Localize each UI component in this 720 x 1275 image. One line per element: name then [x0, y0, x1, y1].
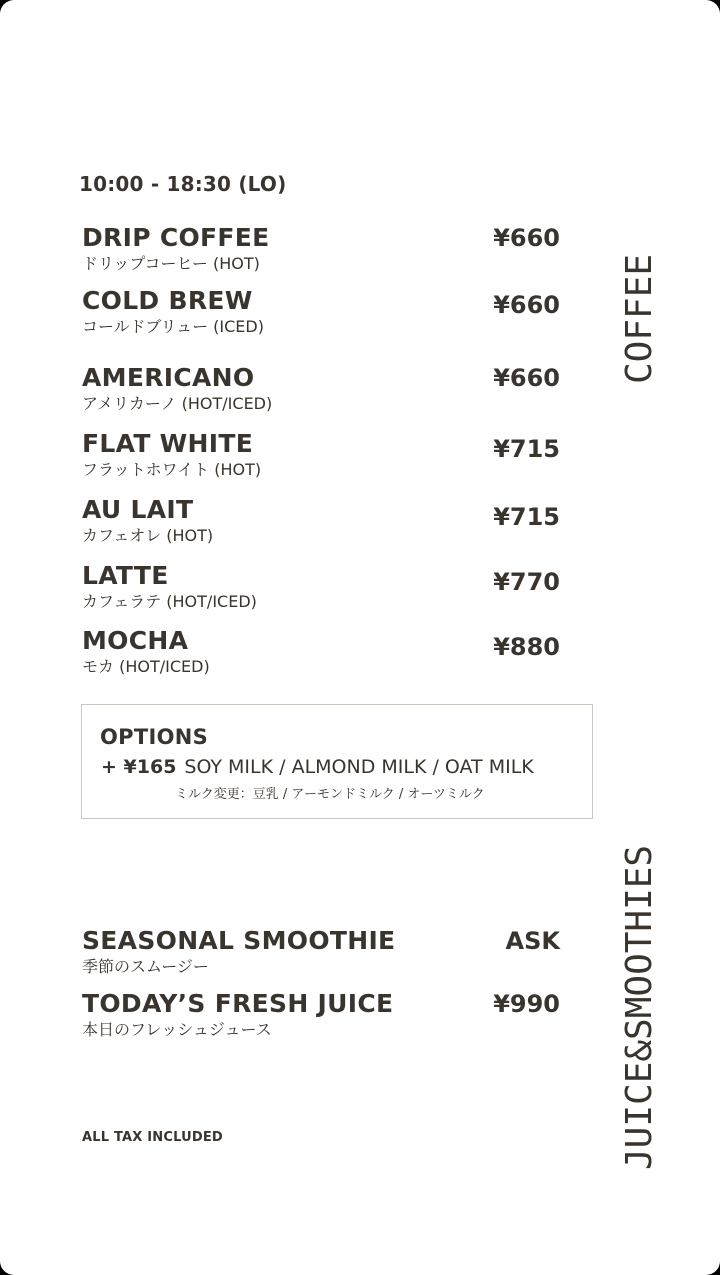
item-price: ¥660	[493, 224, 560, 252]
item-subtitle: コールドブリュー (ICED)	[82, 317, 264, 336]
menu-item-drip-coffee	[82, 224, 562, 274]
item-name: MOCHA	[82, 626, 189, 655]
section-label-juice-smoothies: JUICE&SMOOTHIES	[619, 844, 660, 1170]
options-text: SOY MILK / ALMOND MILK / OAT MILK	[184, 756, 534, 778]
item-subtitle: カフェオレ (HOT)	[82, 526, 214, 545]
item-price: ¥660	[493, 364, 560, 392]
options-japanese: ミルク変更：豆乳 / アーモンドミルク / オーツミルク	[175, 787, 485, 802]
item-name: FLAT WHITE	[82, 429, 254, 458]
item-subtitle: ドリップコーヒー (HOT)	[82, 254, 260, 273]
item-subtitle: 季節のスムージー	[82, 957, 209, 976]
item-price: ¥715	[493, 435, 560, 463]
item-name: TODAY’S FRESH JUICE	[82, 989, 394, 1018]
item-subtitle: フラットホワイト (HOT)	[82, 460, 262, 479]
options-line	[101, 756, 534, 778]
item-name: LATTE	[82, 561, 169, 590]
item-subtitle: アメリカーノ (HOT/ICED)	[82, 394, 273, 413]
tax-note: ALL TAX INCLUDED	[82, 1130, 223, 1145]
item-name: DRIP COFFEE	[82, 223, 270, 252]
menu-item-au-lait	[82, 496, 562, 546]
menu-item-cold-brew	[82, 287, 562, 337]
item-price: ¥770	[493, 568, 560, 596]
menu-item-fresh-juice	[82, 990, 562, 1040]
menu-item-americano	[82, 364, 562, 414]
item-subtitle: 本日のフレッシュジュース	[82, 1020, 272, 1039]
item-subtitle: カフェラテ (HOT/ICED)	[82, 592, 257, 611]
item-price: ¥660	[493, 291, 560, 319]
item-price: ASK	[505, 927, 560, 955]
item-name: AU LAIT	[82, 495, 194, 524]
item-name: SEASONAL SMOOTHIE	[82, 926, 396, 955]
menu-item-seasonal-smoothie	[82, 927, 562, 977]
menu-item-flat-white	[82, 430, 562, 480]
item-name: COLD BREW	[82, 286, 253, 315]
menu-item-mocha	[82, 627, 562, 677]
options-title: OPTIONS	[100, 725, 209, 749]
opening-hours: 10:00 - 18:30 (LO)	[79, 172, 287, 196]
section-label-coffee: COFFEE	[619, 253, 660, 384]
options-price: + ¥165	[101, 756, 177, 778]
item-price: ¥715	[493, 503, 560, 531]
menu-item-latte	[82, 562, 562, 612]
item-name: AMERICANO	[82, 363, 255, 392]
item-price: ¥990	[493, 990, 560, 1018]
options-box	[81, 704, 593, 819]
item-subtitle: モカ (HOT/ICED)	[82, 657, 210, 676]
item-price: ¥880	[493, 633, 560, 661]
